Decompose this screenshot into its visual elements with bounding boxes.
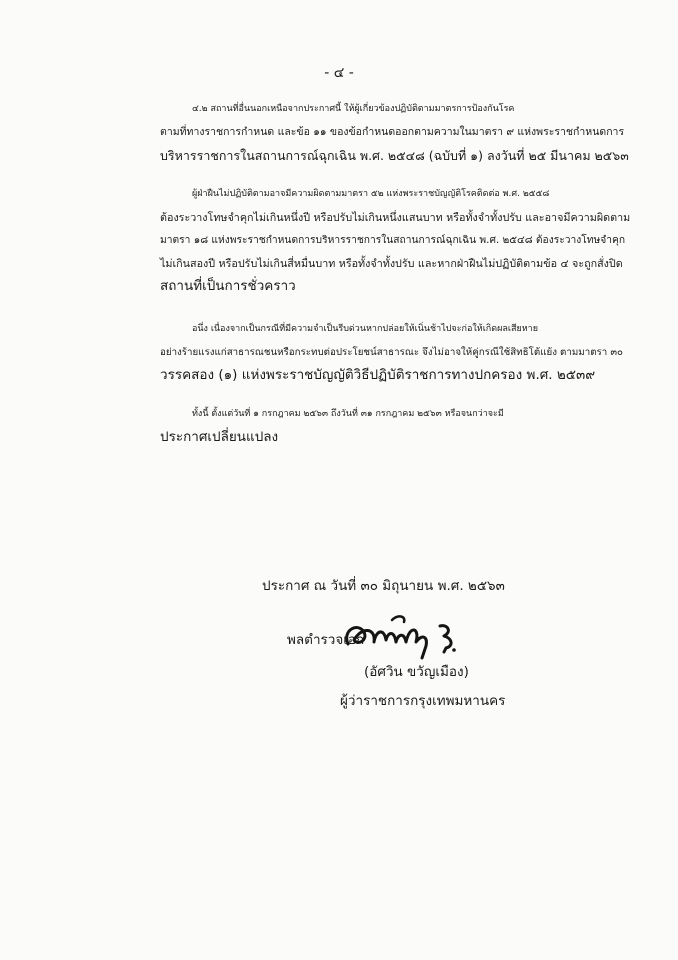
paragraph-line: วรรคสอง (๑) แห่งพระราชบัญญัติวิธีปฏิบัติราชการทางปกครอง พ.ศ. ๒๕๓๙	[160, 367, 596, 383]
paragraph-urgency	[160, 318, 630, 387]
paragraph-effective-date	[160, 403, 630, 449]
paragraph-line: สถานที่เป็นการชั่วคราว	[160, 278, 296, 294]
paragraph-line: ๔.๒ สถานที่อื่นนอกเหนือจากประกาศนี้ ให้ผู้เกี่ยวข้องปฏิบัติตามมาตรการป้องกันโรค	[192, 104, 515, 114]
signatory-rank: พลตำรวจเอก	[287, 632, 365, 648]
paragraph-4-2	[160, 98, 630, 167]
paragraph-line: ทั้งนี้ ตั้งแต่วันที่ ๑ กรกฎาคม ๒๕๖๓ ถึงวันที่ ๓๑ กรกฎาคม ๒๕๖๓ หรือจนกว่าจะมี	[192, 409, 504, 419]
paragraph-line: ผู้ฝ่าฝืนไม่ปฏิบัติตามอาจมีความผิดตามมาตรา ๕๒ แห่งพระราชบัญญัติโรคติดต่อ พ.ศ. ๒๕๕๘	[192, 189, 550, 199]
paragraph-line: ไม่เกินสองปี หรือปรับไม่เกินสี่หมื่นบาท หรือทั้งจำทั้งปรับ และหากฝ่าฝืนไม่ปฏิบัติตามข้อ ๔ จะถูกสั่งปิด	[160, 257, 623, 270]
signatory-name: (อัศวิน ขวัญเมือง)	[364, 664, 469, 680]
paragraph-penalty	[160, 183, 630, 298]
paragraph-line: บริหารราชการในสถานการณ์ฉุกเฉิน พ.ศ. ๒๕๔๘ (ฉบับที่ ๑) ลงวันที่ ๒๕ มีนาคม ๒๕๖๓	[160, 148, 629, 163]
paragraph-line: ตามที่ทางราชการกำหนด และข้อ ๑๑ ของข้อกำหนดออกตามความในมาตรา ๙ แห่งพระราชกำหนดการ	[160, 126, 625, 138]
paragraph-line: ประกาศเปลี่ยนแปลง	[160, 429, 279, 445]
handwritten-signature	[340, 606, 490, 666]
paragraph-line: อนึ่ง เนื่องจากเป็นกรณีที่มีความจำเป็นรีบด่วนหากปล่อยให้เนิ่นช้าไปจะก่อให้เกิดผลเสียหาย	[192, 324, 538, 334]
signatory-position: ผู้ว่าราชการกรุงเทพมหานคร	[340, 693, 506, 709]
paragraph-line: อย่างร้ายแรงแก่สาธารณชนหรือกระทบต่อประโยชน์สาธารณะ จึงไม่อาจให้คู่กรณีใช้สิทธิโต้แย้ง ตามมาตรา ๓๐	[160, 347, 623, 358]
page-number: - ๔ -	[324, 65, 354, 81]
announcement-date: ประกาศ ณ วันที่ ๓๐ มิถุนายน พ.ศ. ๒๕๖๓	[262, 578, 505, 594]
paragraph-line: มาตรา ๑๘ แห่งพระราชกำหนดการบริหารราชการในสถานการณ์ฉุกเฉิน พ.ศ. ๒๕๔๘ ต้องระวางโทษจำคุก	[160, 234, 626, 246]
paragraph-line: ต้องระวางโทษจำคุกไม่เกินหนึ่งปี หรือปรับไม่เกินหนึ่งแสนบาท หรือทั้งจำทั้งปรับ และอาจมีความผิดตาม	[160, 211, 631, 224]
